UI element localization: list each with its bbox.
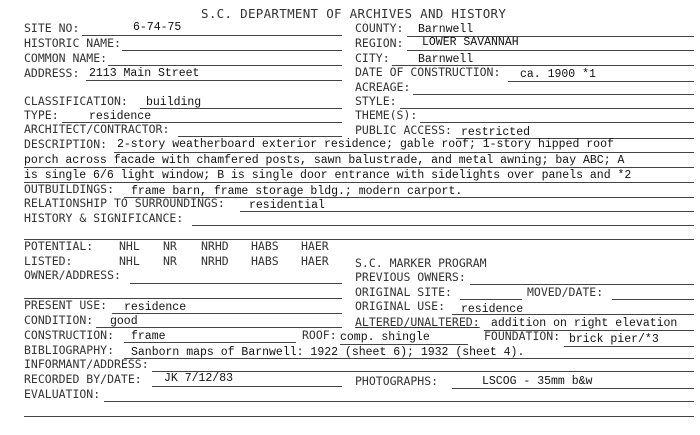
owner-address-line xyxy=(130,283,342,284)
potential-label: POTENTIAL: xyxy=(24,239,94,253)
foundation-label: FOUNDATION: xyxy=(484,329,561,343)
region-line xyxy=(407,50,694,51)
foundation-value: brick pier/*3 xyxy=(569,333,659,346)
description-label: DESCRIPTION: xyxy=(24,137,108,151)
evaluation-label: EVALUATION: xyxy=(24,387,101,401)
relationship-label: RELATIONSHIP TO SURROUNDINGS: xyxy=(24,196,225,210)
listed-label: LISTED: xyxy=(24,254,73,268)
public-access-label: PUBLIC ACCESS: xyxy=(355,123,452,137)
region-value: LOWER SAVANNAH xyxy=(422,36,519,49)
historic-name-line xyxy=(122,50,342,51)
condition-label: CONDITION: xyxy=(24,313,94,327)
city-value: Barnwell xyxy=(418,53,474,66)
description-rule-2 xyxy=(24,167,694,168)
relationship-value: residential xyxy=(249,199,325,212)
outbuildings-value: frame barn, frame storage bldg.; modern carport. xyxy=(131,185,463,198)
altered-value: addition on right elevation xyxy=(491,317,678,330)
bibliography-label: BIBLIOGRAPHY: xyxy=(24,343,115,357)
date-of-construction-label: DATE OF CONSTRUCTION: xyxy=(355,65,501,79)
region-label: REGION: xyxy=(355,36,404,50)
history-line xyxy=(192,225,694,226)
original-site-line xyxy=(460,299,522,300)
listed-nr: NR xyxy=(163,254,177,268)
construction-label: CONSTRUCTION: xyxy=(24,328,115,342)
site-no-line xyxy=(82,35,342,36)
original-use-line xyxy=(452,314,694,315)
outbuildings-label: OUTBUILDINGS: xyxy=(24,182,115,196)
recorded-by-value: JK 7/12/83 xyxy=(164,372,234,385)
construction-line xyxy=(124,342,296,343)
altered-label: ALTERED/UNALTERED: xyxy=(355,315,480,329)
common-name-label: COMMON NAME: xyxy=(24,51,108,65)
themes-label: THEME(S): xyxy=(355,108,418,122)
county-label: COUNTY: xyxy=(355,21,404,35)
present-use-line xyxy=(112,313,342,314)
bibliography-line xyxy=(124,358,694,359)
informant-line xyxy=(152,371,694,372)
listed-nrhd: NRHD xyxy=(201,254,229,268)
classification-label: CLASSIFICATION: xyxy=(24,94,128,108)
listed-nhl: NHL xyxy=(119,254,140,268)
photographs-label: PHOTOGRAPHS: xyxy=(355,374,439,388)
form-header: S.C. DEPARTMENT OF ARCHIVES AND HISTORY xyxy=(201,6,507,21)
acreage-line xyxy=(413,94,694,95)
description-rule-3 xyxy=(24,182,694,183)
potential-nrhd: NRHD xyxy=(201,239,229,253)
informant-label: INFORMANT/ADDRESS: xyxy=(24,357,149,371)
type-label: TYPE: xyxy=(24,108,59,122)
original-use-label: ORIGINAL USE: xyxy=(355,299,446,313)
roof-label: ROOF: xyxy=(302,328,337,342)
description-line-3: is single 6/6 light window; B is single door entrance with sidelights over panels and *2 xyxy=(24,169,632,182)
photographs-line xyxy=(452,388,694,389)
style-line xyxy=(400,108,694,109)
present-use-label: PRESENT USE: xyxy=(24,298,108,312)
evaluation-line-2 xyxy=(24,416,694,417)
historic-name-label: HISTORIC NAME: xyxy=(24,36,121,50)
relationship-line xyxy=(240,211,694,212)
potential-nr: NR xyxy=(163,239,177,253)
roof-value: comp. shingle xyxy=(340,331,430,344)
themes-line xyxy=(420,122,694,123)
description-rule-1 xyxy=(114,152,694,153)
description-line-1: 2-story weatherboard exterior residence; gable roof; 1-story hipped roof xyxy=(117,138,614,151)
site-no-value: 6-74-75 xyxy=(133,21,182,34)
potential-nhl: NHL xyxy=(119,239,140,253)
present-use-value: residence xyxy=(124,301,187,314)
recorded-by-label: RECORDED BY/DATE: xyxy=(24,372,142,386)
marker-program-label: S.C. MARKER PROGRAM xyxy=(355,256,487,270)
date-of-construction-line xyxy=(508,81,694,82)
moved-date-line xyxy=(612,299,694,300)
date-of-construction-value: ca. 1900 *1 xyxy=(520,68,596,81)
architect-label: ARCHITECT/CONTRACTOR: xyxy=(24,122,170,136)
bibliography-value: Sanborn maps of Barnwell: 1922 (sheet 6); 1932 (sheet 4). xyxy=(131,346,525,359)
photographs-value: LSCOG - 35mm b&w xyxy=(482,375,593,388)
address-label: ADDRESS: xyxy=(24,66,80,80)
listed-haer: HAER xyxy=(301,254,329,268)
moved-date-label: MOVED/DATE: xyxy=(527,285,604,299)
architect-line xyxy=(178,136,342,137)
original-use-value: residence xyxy=(461,303,524,316)
style-label: STYLE: xyxy=(355,94,397,108)
address-line xyxy=(86,80,342,81)
classification-value: building xyxy=(146,96,202,109)
original-site-label: ORIGINAL SITE: xyxy=(355,285,452,299)
site-no-label: SITE NO: xyxy=(24,21,80,35)
city-label: CITY: xyxy=(355,51,390,65)
condition-value: good xyxy=(110,315,138,328)
recorded-by-line xyxy=(152,386,342,387)
roof-line xyxy=(340,344,468,345)
previous-owners-label: PREVIOUS OWNERS: xyxy=(355,270,466,284)
construction-value: frame xyxy=(131,330,166,343)
county-value: Barnwell xyxy=(418,23,474,36)
common-name-line xyxy=(108,65,342,66)
address-value: 2113 Main Street xyxy=(89,67,200,80)
description-line-2: porch across facade with chamfered posts, sawn balustrade, and metal awning; bay ABC; A xyxy=(24,154,625,167)
owner-address-label: OWNER/ADDRESS: xyxy=(24,268,121,282)
classification-line xyxy=(140,108,342,109)
potential-habs: HABS xyxy=(251,239,279,253)
evaluation-line xyxy=(104,401,694,402)
listed-habs: HABS xyxy=(251,254,279,268)
history-label: HISTORY & SIGNIFICANCE: xyxy=(24,211,184,225)
public-access-value: restricted xyxy=(461,126,531,139)
foundation-line xyxy=(564,346,694,347)
potential-haer: HAER xyxy=(301,239,329,253)
type-value: residence xyxy=(89,110,152,123)
acreage-label: ACREAGE: xyxy=(355,80,411,94)
